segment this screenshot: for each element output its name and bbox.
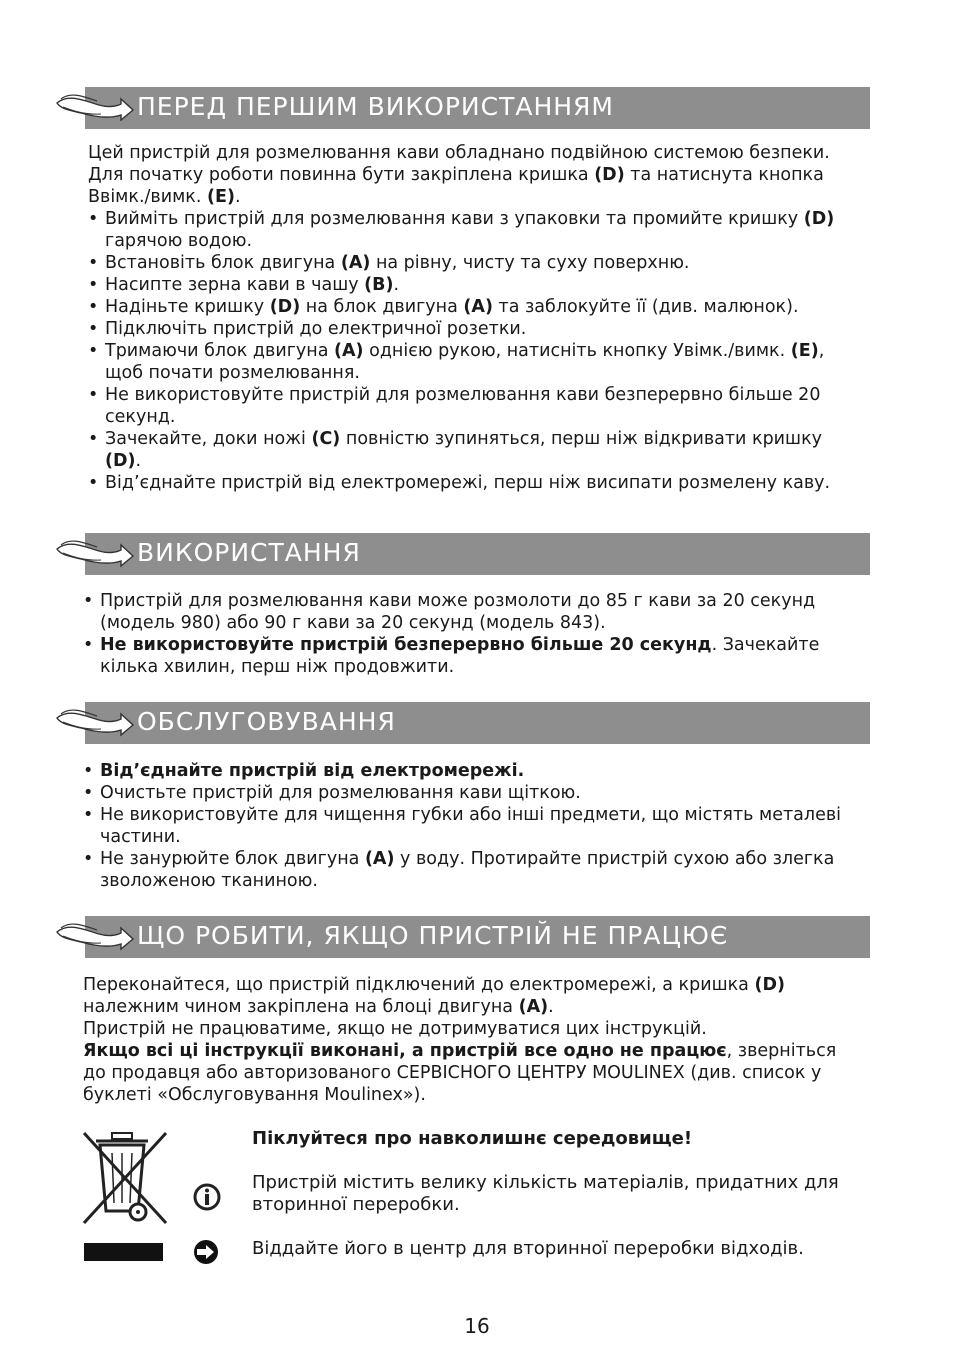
troubleshooting-paragraph-3	[83, 1040, 863, 1106]
text-run: .	[135, 451, 142, 471]
page-number: 16	[464, 1314, 490, 1338]
swoosh-arrow-icon	[55, 916, 135, 958]
bold-text: (D)	[754, 975, 785, 995]
list-item	[88, 208, 858, 252]
list-item	[83, 760, 863, 782]
list-item	[83, 634, 873, 678]
text-run: Пристрій для розмелювання кави може розмолоти до 85 г кави за 20 секунд (модель 980) або 90 г кави за 20 секунд (модель 843).	[100, 591, 816, 633]
list-item	[88, 296, 858, 318]
list-item	[83, 782, 863, 804]
text-run: Не використовуйте пристрій для розмелювання кави безперервно більше 20 секунд.	[105, 385, 821, 427]
text-run: .	[234, 187, 241, 207]
list-item	[88, 428, 858, 472]
bold-text: (E)	[790, 341, 819, 361]
section-header-troubleshooting	[55, 916, 870, 958]
bold-text: (A)	[463, 297, 493, 317]
text-run: Вийміть пристрій для розмелювання кави з упаковки та промийте кришку	[105, 209, 804, 229]
text-run: . Зачекайте кілька хвилин, перш ніж продовжити.	[100, 635, 820, 677]
text-run: та натиснута кнопка Ввімк./вимк.	[88, 165, 824, 207]
bold-text: (A)	[334, 341, 364, 361]
text-run: Встановіть блок двигуна	[105, 253, 341, 273]
text-run: та заблокуйте її (див. малюнок).	[492, 297, 799, 317]
section-title: ОБСЛУГОВУВАННЯ	[137, 707, 396, 736]
list-item	[83, 590, 873, 634]
text-run: Пристрій не працюватиме, якщо не дотримуватися цих інструкцій.	[83, 1019, 707, 1039]
list-item	[88, 252, 858, 274]
black-bar	[84, 1243, 163, 1261]
text-run: Підключіть пристрій до електричної розетки.	[105, 319, 527, 339]
section-title: ПЕРЕД ПЕРШИМ ВИКОРИСТАННЯМ	[137, 92, 614, 121]
swoosh-arrow-icon	[55, 702, 135, 744]
list-item	[88, 384, 858, 428]
bold-text: (A)	[364, 849, 395, 869]
text-run: на блок двигуна	[300, 297, 464, 317]
list-item	[88, 472, 858, 494]
text-run: Надіньте кришку	[105, 297, 270, 317]
before-first-use-list	[88, 208, 858, 494]
section-title: ЩО РОБИТИ, ЯКЩО ПРИСТРІЙ НЕ ПРАЦЮЄ	[137, 921, 729, 950]
bold-text: (D)	[803, 209, 835, 229]
environment-info-text: Пристрій містить велику кількість матеріалів, придатних для вторинної переробки.	[252, 1172, 839, 1215]
bold-text: (A)	[518, 997, 549, 1017]
text-run: Цей пристрій для розмелювання кави обладнано подвійною системою безпеки. Для початку роботи повинна бути закріплена кришка	[88, 143, 830, 185]
environment-heading: Піклуйтеся про навколишнє середовище!	[252, 1128, 693, 1149]
bold-text: (D)	[269, 297, 301, 317]
text-run: Очистьте пристрій для розмелювання кави щіткою.	[100, 783, 581, 803]
text-run: Не використовуйте для чищення губки або інші предмети, що містять металеві частини.	[100, 805, 842, 847]
info-icon	[192, 1182, 222, 1212]
usage-list	[83, 590, 873, 678]
bold-text: (D)	[105, 451, 136, 471]
list-item	[88, 274, 858, 296]
maintenance-list	[83, 760, 863, 892]
text-run: , щоб почати розмелювання.	[105, 341, 825, 383]
bold-text: (E)	[207, 187, 235, 207]
swoosh-arrow-icon	[55, 87, 135, 129]
environment-action-text: Віддайте його в центр для вторинної переробки відходів.	[252, 1238, 804, 1259]
list-item	[88, 340, 858, 384]
bold-text: Від’єднайте пристрій від електромережі.	[100, 761, 525, 781]
text-run: Зачекайте, доки ножі	[105, 429, 312, 449]
bold-text: (D)	[594, 165, 625, 185]
intro-paragraph	[88, 142, 848, 208]
text-run: .	[548, 997, 554, 1017]
text-run: на рівну, чисту та суху поверхню.	[370, 253, 690, 273]
section-title: ВИКОРИСТАННЯ	[137, 538, 361, 567]
list-item	[88, 318, 858, 340]
text-run: Не занурюйте блок двигуна	[100, 849, 365, 869]
text-run: .	[393, 275, 400, 295]
list-item	[83, 848, 863, 892]
troubleshooting-paragraph-1	[83, 974, 858, 1018]
text-run: Переконайтеся, що пристрій підключений до електромережі, а кришка	[83, 975, 755, 995]
text-run: Тримаючи блок двигуна	[105, 341, 334, 361]
bold-text: Якщо всі ці інструкції виконані, а пристрій все одно не працює	[83, 1041, 727, 1061]
text-run: Від’єднайте пристрій від електромережі, перш ніж висипати розмелену каву.	[105, 473, 831, 493]
crossed-out-wheelie-bin-icon	[82, 1131, 170, 1227]
arrow-right-icon	[192, 1238, 220, 1266]
swoosh-arrow-icon	[55, 533, 135, 575]
text-run: повністю зупиняться, перш ніж відкривати кришку	[340, 429, 822, 449]
text-run: належним чином закріплена на блоці двигуна	[83, 997, 519, 1017]
text-run: гарячою водою.	[105, 231, 253, 251]
text-run: , зверніться до продавця або авторизованого СЕРВІСНОГО ЦЕНТРУ MOULINEX (див. список у буклеті «Обслуговування Moulinex»).	[83, 1041, 837, 1105]
troubleshooting-paragraph-2	[83, 1018, 863, 1040]
text-run: Насипте зерна кави в чашу	[105, 275, 365, 295]
section-header-maintenance	[55, 702, 870, 744]
section-header-before-first-use	[55, 87, 870, 129]
text-run: у воду. Протирайте пристрій сухою або злегка зволоженою тканиною.	[100, 849, 835, 891]
section-header-usage	[55, 533, 870, 575]
bold-text: (C)	[311, 429, 341, 449]
text-run: однією рукою, натисніть кнопку Увімк./вимк.	[363, 341, 791, 361]
bold-text: Не використовуйте пристрій безперервно більше 20 секунд	[100, 635, 712, 655]
list-item	[83, 804, 863, 848]
bold-text: (A)	[340, 253, 371, 273]
bold-text: (B)	[364, 275, 394, 295]
